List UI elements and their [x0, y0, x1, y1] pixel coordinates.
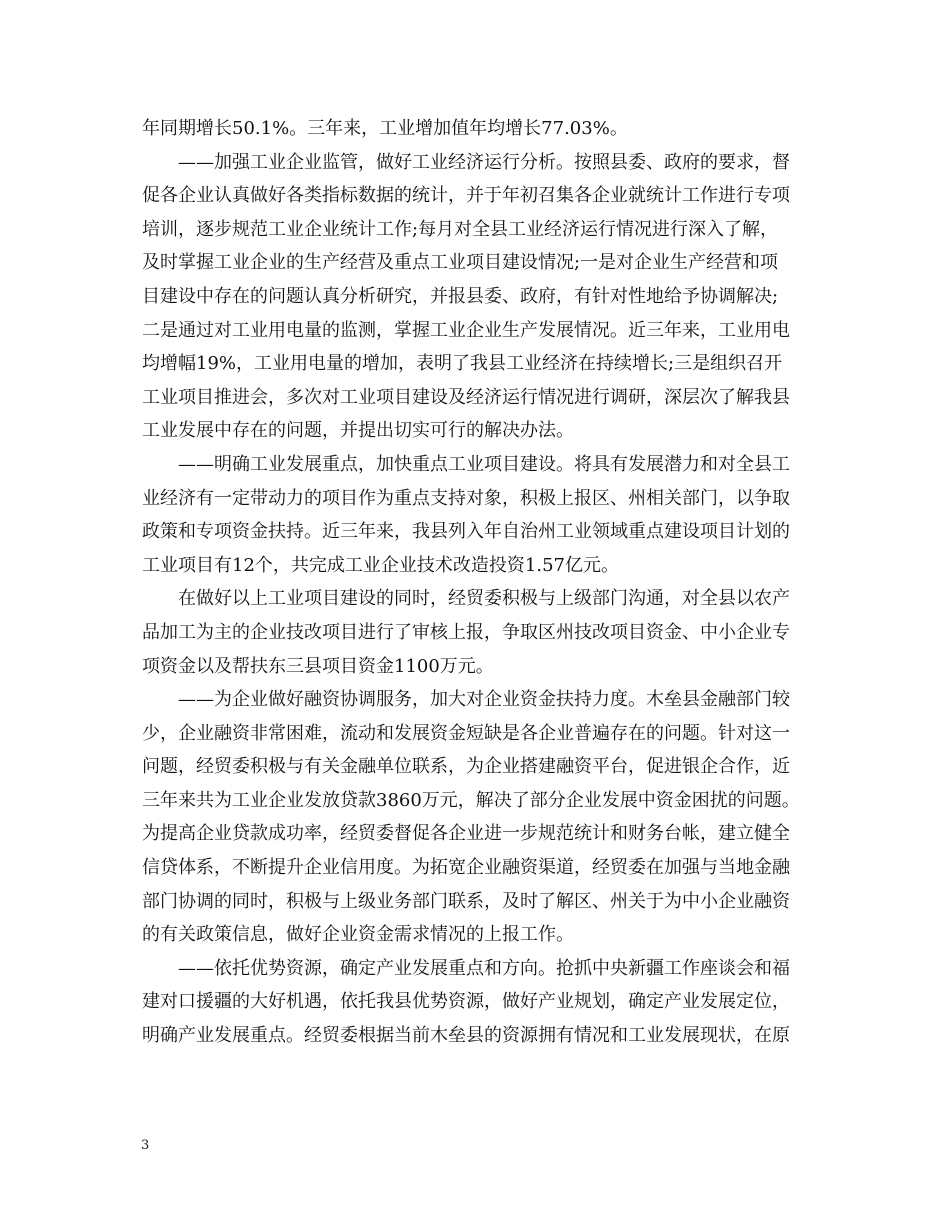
text-line: 目建设中存在的问题认真分析研究，并报县委、政府，有针对性地给予协调解决; [142, 285, 779, 307]
text-line: 建对口援疆的大好机遇，依托我县优势资源，做好产业规划，确定产业发展定位， [142, 991, 790, 1013]
text-line: 项资金以及帮扶东三县项目资金1100万元。 [142, 655, 494, 677]
text-line: 在做好以上工业项目建设的同时，经贸委积极与上级部门沟通，对全县以农产 [178, 588, 790, 610]
text-line: 促各企业认真做好各类指标数据的统计，并于年初召集各企业就统计工作进行专项 [142, 185, 790, 207]
text-line: 为提高企业贷款成功率，经贸委督促各企业进一步规范统计和财务台帐，建立健全 [142, 823, 790, 845]
text-line: ——加强工业企业监管，做好工业经济运行分析。按照县委、政府的要求，督 [178, 151, 790, 173]
text-line: 部门协调的同时，积极与上级业务部门联系，及时了解区、州关于为中小企业融资 [142, 890, 790, 912]
page-number: 3 [141, 1138, 150, 1153]
text-line: 的有关政策信息，做好企业资金需求情况的上报工作。 [142, 924, 574, 946]
text-line: ——明确工业发展重点，加快重点工业项目建设。将具有发展潜力和对全县工 [178, 453, 790, 475]
text-line: ——依托优势资源，确定产业发展重点和方向。抢抓中央新疆工作座谈会和福 [178, 957, 790, 979]
text-line: 三年来共为工业企业发放贷款3860万元，解决了部分企业发展中资金困扰的问题。 [142, 789, 800, 811]
text-line: 品加工为主的企业技改项目进行了审核上报，争取区州技改项目资金、中小企业专 [142, 621, 790, 643]
text-line: 政策和专项资金扶持。近三年来，我县列入年自治州工业领域重点建设项目计划的 [142, 521, 790, 543]
text-line: 明确产业发展重点。经贸委根据当前木垒县的资源拥有情况和工业发展现状，在原 [142, 1025, 790, 1047]
text-line: 均增幅19%，工业用电量的增加，表明了我县工业经济在持续增长;三是组织召开 [142, 353, 783, 375]
text-line: 少，企业融资非常困难，流动和发展资金短缺是各企业普遍存在的问题。针对这一 [142, 722, 790, 744]
text-line: 问题，经贸委积极与有关金融单位联系，为企业搭建融资平台，促进银企合作，近 [142, 756, 790, 778]
text-line: 及时掌握工业企业的生产经营及重点工业项目建设情况;一是对企业生产经营和项 [142, 252, 779, 274]
text-line: 信贷体系，不断提升企业信用度。为拓宽企业融资渠道，经贸委在加强与当地金融 [142, 857, 790, 879]
text-line: 培训，逐步规范工业企业统计工作;每月对全县工业经济运行情况进行深入了解， [142, 218, 779, 240]
text-line: 工业发展中存在的问题，并提出切实可行的解决办法。 [142, 420, 574, 442]
text-line: 工业项目推进会，多次对工业项目建设及经济运行情况进行调研，深层次了解我县 [142, 386, 790, 408]
text-line: 工业项目有12个，共完成工业企业技术改造投资1.57亿元。 [142, 554, 619, 576]
body-text [142, 112, 818, 1053]
text-line: 业经济有一定带动力的项目作为重点支持对象，积极上报区、州相关部门，以争取 [142, 487, 790, 509]
text-line: ——为企业做好融资协调服务，加大对企业资金扶持力度。木垒县金融部门较 [178, 689, 790, 711]
text-line: 年同期增长50.1%。三年来，工业增加值年均增长77.03%。 [142, 118, 628, 139]
text-line: 二是通过对工业用电量的监测，掌握工业企业生产发展情况。近三年来，工业用电 [142, 319, 790, 341]
